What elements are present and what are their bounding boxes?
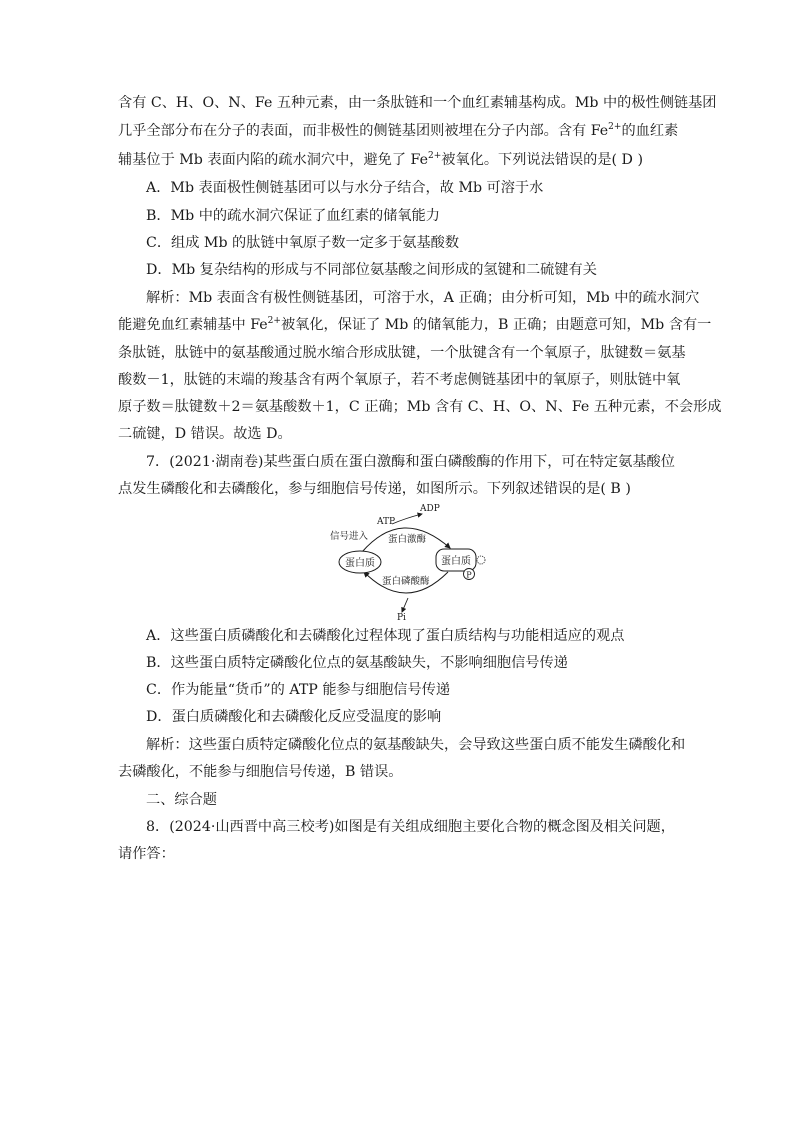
phosphorylation-diagram	[322, 500, 488, 622]
q6-analysis-line-2: 能避免血红素辅基中 $Fe^{2+}$被氧化，保证了 Mb 的储氧能力，B 正确；由题意可知，Mb 含有一	[118, 316, 712, 333]
adp-label: ADP	[420, 504, 440, 514]
pi-release-arrow	[402, 598, 408, 612]
q6-analysis-line-5: 原子数＝肽键数＋2＝氨基酸数＋1，C 正确；Mb 含有 C、H、O、N、Fe 五种元素，不会形成	[118, 399, 722, 415]
atp-adp-arrow	[392, 514, 422, 524]
q6-stem-line-2: 几乎全部分布在分子的表面，而非极性的侧链基团则被埋在分子内部。含有 $Fe^{2+}$的血红素	[118, 122, 679, 139]
q6-stem-line-3: 辅基位于 Mb 表面内陷的疏水洞穴中，避免了 $Fe^{2+}$被氧化。下列说法错误的是( D )	[118, 151, 643, 168]
q6-analysis-line-6: 二硫键，D 错误。故选 D。	[118, 426, 292, 442]
protein-right-label: 蛋白质	[441, 556, 471, 567]
q7-option-c: C．作为能量“货币”的 ATP 能参与细胞信号传递	[146, 682, 451, 698]
q7-stem-line-1: 7．(2021·湖南卷)某些蛋白质在蛋白激酶和蛋白磷酸酶的作用下，可在特定氨基酸位	[146, 454, 675, 470]
kinase-label: 蛋白激酶	[388, 534, 427, 545]
section-heading: 二、综合题	[146, 792, 217, 808]
q7-stem-line-2: 点发生磷酸化和去磷酸化，参与细胞信号传递，如图所示。下列叙述错误的是( B )	[118, 481, 631, 497]
q6-stem-line-1: 含有 C、H、O、N、Fe 五种元素，由一条肽链和一个血红素辅基构成。Mb 中的极性侧链基团	[118, 95, 717, 111]
q8-stem-line-2: 请作答：	[118, 846, 175, 862]
q7-option-d: D．蛋白质磷酸化和去磷酸化反应受温度的影响	[146, 709, 442, 725]
q6-option-d: D．Mb 复杂结构的形成与不同部位氨基酸之间形成的氢键和二硫键有关	[146, 262, 597, 278]
pi-label: Pi	[397, 613, 406, 622]
q7-analysis-line-2: 去磷酸化，不能参与细胞信号传递，B 错误。	[118, 764, 403, 780]
phosphate-mark: P	[466, 570, 472, 580]
q6-option-a: A．Mb 表面极性侧链基团可以与水分子结合，故 Mb 可溶于水	[146, 180, 544, 196]
q8-stem-line-1: 8．(2024·山西晋中高三校考)如图是有关组成细胞主要化合物的概念图及相关问题，	[146, 819, 675, 835]
q6-analysis-line-1: 解析：Mb 表面含有极性侧链基团，可溶于水，A 正确；由分析可知，Mb 中的疏水洞穴	[146, 290, 700, 306]
signal-label: 信号进入	[330, 531, 369, 542]
atp-label: ATP	[377, 517, 396, 527]
q7-option-b: B．这些蛋白质特定磷酸化位点的氨基酸缺失，不影响细胞信号传递	[146, 655, 568, 671]
protein-left-label: 蛋白质	[345, 558, 375, 569]
binding-site-icon	[477, 556, 485, 564]
q6-analysis-line-4: 酸数－1，肽链的末端的羧基含有两个氧原子，若不考虑侧链基团中的氧原子，则肽链中氧	[118, 372, 681, 388]
q7-analysis-line-1: 解析：这些蛋白质特定磷酸化位点的氨基酸缺失，会导致这些蛋白质不能发生磷酸化和	[146, 737, 686, 753]
q6-option-c: C．组成 Mb 的肽链中氧原子数一定多于氨基酸数	[146, 235, 460, 251]
q6-analysis-line-3: 条肽链，肽链中的氨基酸通过脱水缩合形成肽键，一个肽键含有一个氧原子，肽键数＝氨基	[118, 345, 686, 361]
q6-option-b: B．Mb 中的疏水洞穴保证了血红素的储氧能力	[146, 208, 440, 224]
q7-option-a: A．这些蛋白质磷酸化和去磷酸化过程体现了蛋白质结构与功能相适应的观点	[146, 628, 625, 644]
phosphatase-label: 蛋白磷酸酶	[382, 576, 430, 587]
